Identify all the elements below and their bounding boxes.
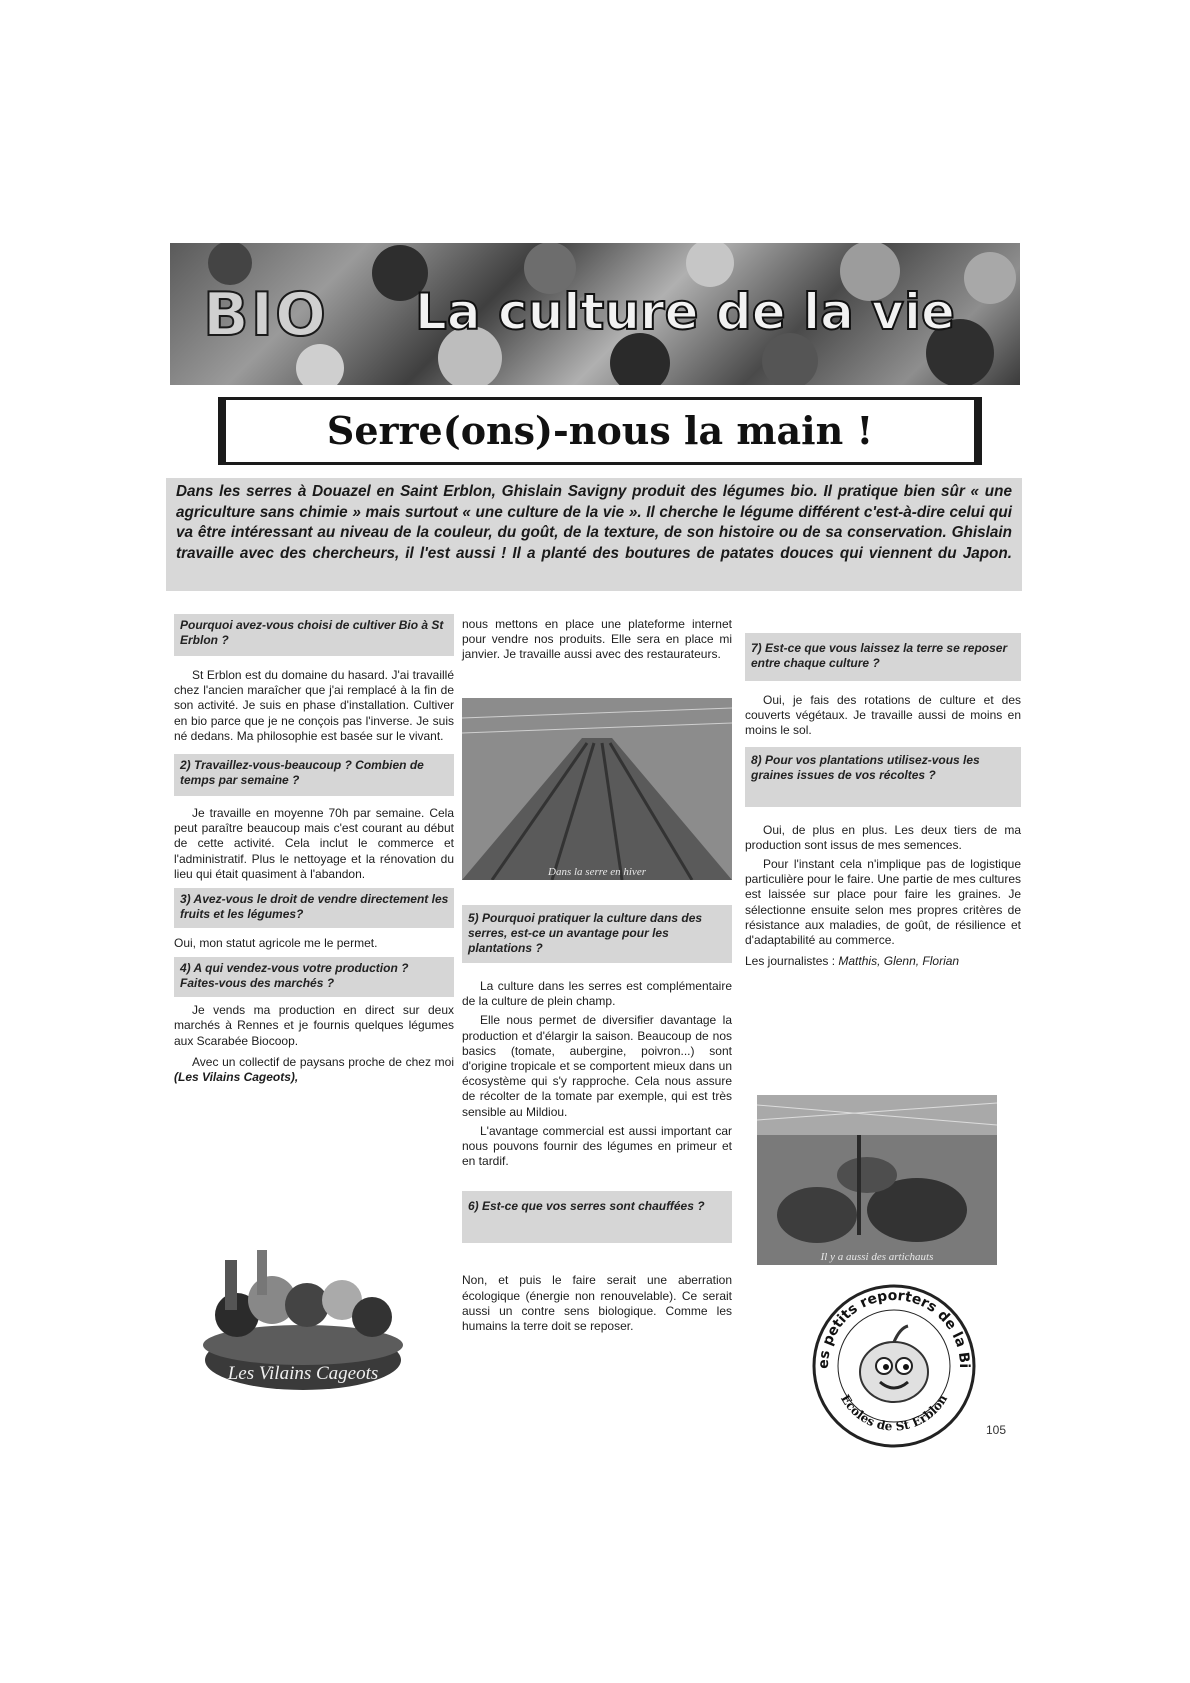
answer-4-cooperative-name: (Les Vilains Cageots), [174,1070,299,1085]
column-3 [745,633,1021,969]
journalists-names: Matthis, Glenn, Florian [838,954,960,969]
badge-bottom-text: Ecoles de St Erblon [837,1392,951,1434]
page-number: 105 [986,1423,1007,1437]
question-7: 7) Est-ce que vous laissez la terre se reposer entre chaque culture ? [745,633,1021,681]
vegetable-basket-photo [197,1245,409,1395]
intro-box [166,478,1022,591]
header-banner [170,243,1020,385]
question-2: 2) Travaillez-vous-beaucoup ? Combien de temps par semaine ? [174,754,454,796]
reporters-badge-apple-icon [808,1280,980,1452]
question-5: 5) Pourquoi pratiquer la culture dans des serres, est-ce un avantage pour les plantations ? [462,905,732,963]
greenhouse-winter-photo [462,698,732,880]
answer-4: Je vends ma production en direct sur deux marchés à Rennes et je fournis quelques légumes aux Scarabée Biocoop. [174,1003,454,1048]
bio-logo: BIO [202,280,329,350]
banner-title: La culture de la vie [415,283,955,341]
answer-4-continued-text: Avec un collectif de paysans proche de chez moi [192,1054,454,1069]
photo-caption-artichoke: Il y a aussi des artichauts [820,1251,934,1263]
answer-7: Oui, je fais des rotations de culture et des couverts végétaux. Je travaille aussi de moins en moins le sol. [745,693,1021,738]
question-4: 4) A qui vendez-vous votre production ? Faites-vous des marchés ? [174,957,454,997]
answer-5b: Elle nous permet de diversifier davantage la production et d'élargir la saison. Beaucoup de nos basics (tomate, aubergine, poivron...) sont d'origine tropicale et se comportent mieux dans un écosystème qui s'y rapproche. Cela nous assure de récolter de la tomate par exemple, qui est très sensible au Mildiou. [462,1013,732,1119]
answer-8a: Oui, de plus en plus. Les deux tiers de ma production sont issus de mes semences. [745,822,1021,852]
answer-4-continued [174,1055,454,1085]
greenhouse-rows-illustration [462,698,732,880]
answer-2: Je travaille en moyenne 70h par semaine. Cela peut paraître beaucoup mais c'est courant au début de cette activité. Cela inclut le commerce et l'administratif. Plus le nettoyage et la rénovation du lieu qui était quasiment à l'abandon. [174,806,454,881]
question-6: 6) Est-ce que vos serres sont chauffées ? [462,1191,732,1243]
badge-top-text: es petits reporters de la Bi [815,1287,973,1370]
page-subtitle: Serre(ons)-nous la main ! [326,408,874,453]
journalists-label: Les journalistes : [745,954,836,969]
answer-8b: Pour l'instant cela n'implique pas de logistique particulière pour le faire. Une partie de mes cultures est laissée sur place pour faire les graines. Je sélectionne ensuite selon mes propres critères de résistance aux maladies, de goût, de résilience et d'adaptabilité au commerce. [745,857,1021,948]
answer-6: Non, et puis le faire serait une aberration écologique (énergie non renouvelable). Ce serait aussi un contre sens biologique. Comme les humains la terre doit se reposer. [462,1273,732,1334]
column-2-lower [462,905,732,1334]
photo-caption-greenhouse: Dans la serre en hiver [548,866,646,878]
photo-caption-basket: Les Vilains Cageots [227,1363,379,1384]
answer-5a: La culture dans les serres est complémentaire de la culture de plein champ. [462,979,732,1009]
greenhouse-artichoke-photo [757,1095,997,1265]
column-1 [174,614,454,1085]
answer-1: St Erblon est du domaine du hasard. J'ai travaillé chez l'ancien maraîcher que j'ai remplacé à la fin de son activité. Je suis en phase d'installation. Cultiver en bio parce que je ne conçois pas l'inverse. Je suis né dedans. Ma philosophie est basée sur le vivant. [174,668,454,743]
intro-text: Dans les serres à Douazel en Saint Erblon, Ghislain Savigny produit des légumes bio. Il pratique bien sûr « une agriculture sans chimie » mais surtout « une culture de la vie ». Il cherche le légume différent c'est-à-dire celui qui va être intéressant au niveau de la couleur, du goût, de la texture, de son histoire ou de sa conservation. Ghislain travaille avec des chercheurs, il l'est aussi ! Il a planté des boutures de patates douces qui viennent du Japon. [176,483,1012,562]
question-1: Pourquoi avez-vous choisi de cultiver Bio à St Erblon ? [174,614,454,656]
subtitle-frame [218,397,982,465]
answer-3: Oui, mon statut agricole me le permet. [174,936,378,951]
answer-4-end: nous mettons en place une plateforme internet pour vendre nos produits. Elle sera en place mi janvier. Je travaille aussi avec des restaurateurs. [462,617,732,662]
question-8: 8) Pour vos plantations utilisez-vous les graines issues de vos récoltes ? [745,747,1021,807]
reporters-badge [808,1280,980,1452]
column-2 [462,617,732,663]
journalists-credit [745,954,1021,969]
question-3: 3) Avez-vous le droit de vendre directement les fruits et les légumes? [174,888,454,928]
answer-5c: L'avantage commercial est aussi important car nous pouvons fournir des légumes en primeur et en tardif. [462,1123,732,1169]
artichoke-greenhouse-illustration [757,1095,997,1265]
